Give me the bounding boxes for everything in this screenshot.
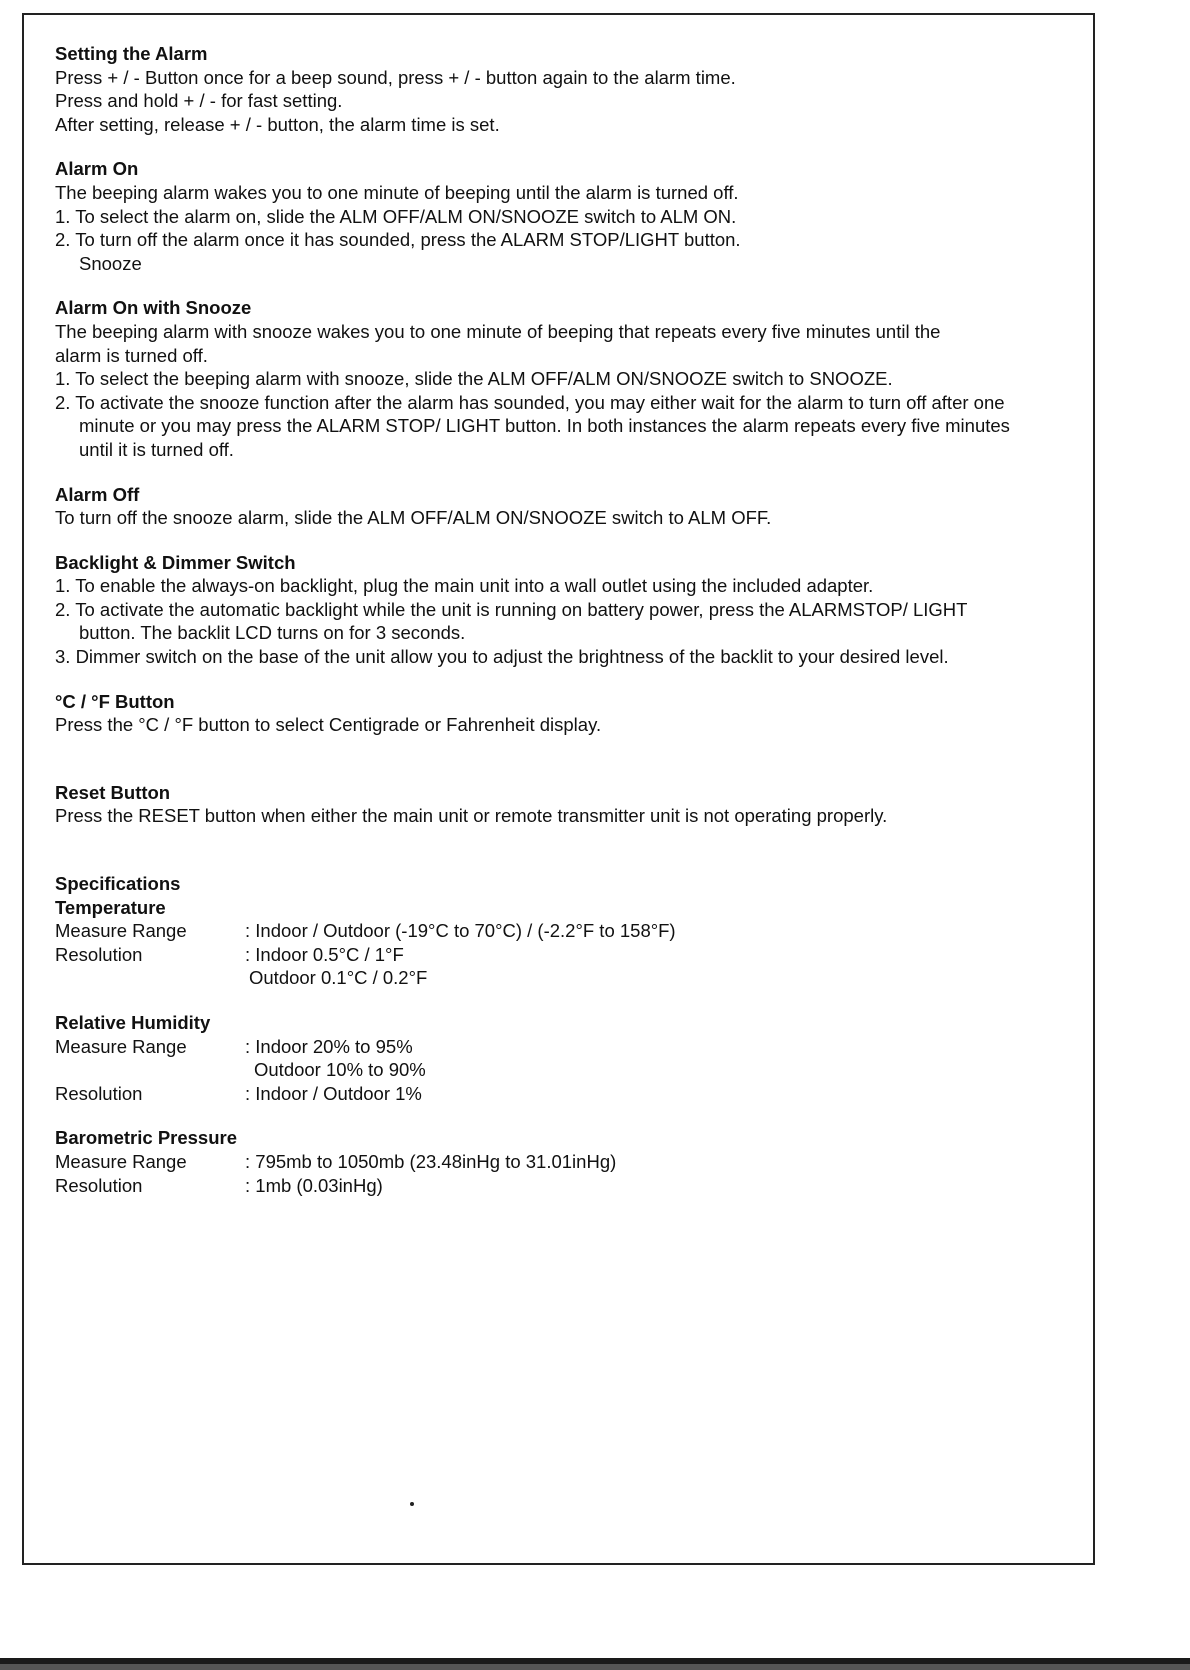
- spec-row: [55, 919, 1055, 943]
- paragraph: Press and hold + / - for fast setting.: [55, 90, 343, 112]
- paragraph: Press the °C / °F button to select Centigrade or Fahrenheit display.: [55, 714, 602, 736]
- spec-value: : Indoor / Outdoor (-19°C to 70°C) / (-2.2°F to 158°F): [245, 920, 676, 942]
- spec-label: Measure Range: [55, 1035, 187, 1057]
- setting-alarm-section: [55, 42, 1055, 136]
- section-heading: Alarm On with Snooze: [55, 297, 252, 319]
- paragraph: To turn off the snooze alarm, slide the ALM OFF/ALM ON/SNOOZE switch to ALM OFF.: [55, 507, 772, 529]
- manual-content: [55, 42, 1055, 1197]
- spec-label: Measure Range: [55, 920, 187, 942]
- section-heading: Backlight & Dimmer Switch: [55, 551, 296, 573]
- spec-row: [55, 1082, 1055, 1106]
- reset-section: [55, 781, 1055, 828]
- list-item: 1. To select the alarm on, slide the ALM OFF/ALM ON/SNOOZE switch to ALM ON.: [55, 205, 737, 227]
- alarm-on-section: [55, 157, 1055, 275]
- spec-row: [55, 1035, 1055, 1059]
- spec-subheading: Temperature: [55, 896, 166, 918]
- spec-label: Resolution: [55, 1082, 143, 1104]
- spec-value: : 795mb to 1050mb (23.48inHg to 31.01inHg): [245, 1150, 617, 1172]
- list-item: 2. To turn off the alarm once it has sounded, press the ALARM STOP/LIGHT button.: [55, 229, 741, 251]
- specifications-section: [55, 872, 1055, 1197]
- section-heading: Specifications: [55, 873, 181, 895]
- spec-row: [55, 943, 1055, 967]
- section-heading: Setting the Alarm: [55, 43, 208, 64]
- section-heading: Alarm On: [55, 158, 139, 180]
- backlight-section: [55, 551, 1055, 669]
- scan-speck: [410, 1502, 414, 1506]
- paragraph: The beeping alarm wakes you to one minute of beeping until the alarm is turned off.: [55, 181, 739, 203]
- paragraph: Press the RESET button when either the main unit or remote transmitter unit is not operating properly.: [55, 805, 888, 827]
- list-item: 3. Dimmer switch on the base of the unit allow you to adjust the brightness of the backlit to your desired level.: [55, 646, 949, 668]
- scan-edge-bar: [0, 1664, 1190, 1670]
- section-heading: Alarm Off: [55, 483, 140, 505]
- spec-row: [55, 1174, 1055, 1198]
- spec-subheading: Relative Humidity: [55, 1012, 211, 1033]
- section-heading: °C / °F Button: [55, 690, 175, 712]
- list-item: 1. To select the beeping alarm with snooze, slide the ALM OFF/ALM ON/SNOOZE switch to SNOOZE.: [55, 368, 893, 390]
- spec-row: [55, 1150, 1055, 1174]
- paragraph: Press + / - Button once for a beep sound, press + / - button again to the alarm time.: [55, 66, 736, 88]
- spec-value: : Indoor 0.5°C / 1°F: [245, 943, 404, 965]
- spec-label: Resolution: [55, 1174, 143, 1196]
- list-item: 1. To enable the always-on backlight, plug the main unit into a wall outlet using the included adapter.: [55, 575, 874, 597]
- paragraph: After setting, release + / - button, the alarm time is set.: [55, 113, 500, 135]
- section-heading: Reset Button: [55, 781, 171, 803]
- paragraph: Snooze: [79, 252, 142, 274]
- spec-subheading: Barometric Pressure: [55, 1127, 238, 1149]
- spec-value: : Indoor / Outdoor 1%: [245, 1082, 422, 1104]
- list-item: 2. To activate the automatic backlight while the unit is running on battery power, press the ALARMSTOP/ LIGHT button. The backlit LCD turns on for 3 seconds.: [55, 598, 968, 644]
- list-item: 2. To activate the snooze function after the alarm has sounded, you may either wait for the alarm to turn off after one minute or you may press the ALARM STOP/ LIGHT button. In both instances the alarm repeats every five minutes until it is turned off.: [55, 391, 1010, 460]
- spec-value: Outdoor 10% to 90%: [254, 1059, 426, 1081]
- alarm-off-section: [55, 483, 1055, 530]
- paragraph: The beeping alarm with snooze wakes you to one minute of beeping that repeats every five minutes until the alarm is turned off.: [55, 320, 941, 366]
- cf-button-section: [55, 690, 1055, 737]
- spec-value: Outdoor 0.1°C / 0.2°F: [249, 967, 428, 989]
- spec-value: : 1mb (0.03inHg): [245, 1174, 383, 1196]
- spec-value: : Indoor 20% to 95%: [245, 1035, 413, 1057]
- spec-label: Resolution: [55, 943, 143, 965]
- spec-label: Measure Range: [55, 1150, 187, 1172]
- alarm-snooze-section: [55, 296, 1055, 461]
